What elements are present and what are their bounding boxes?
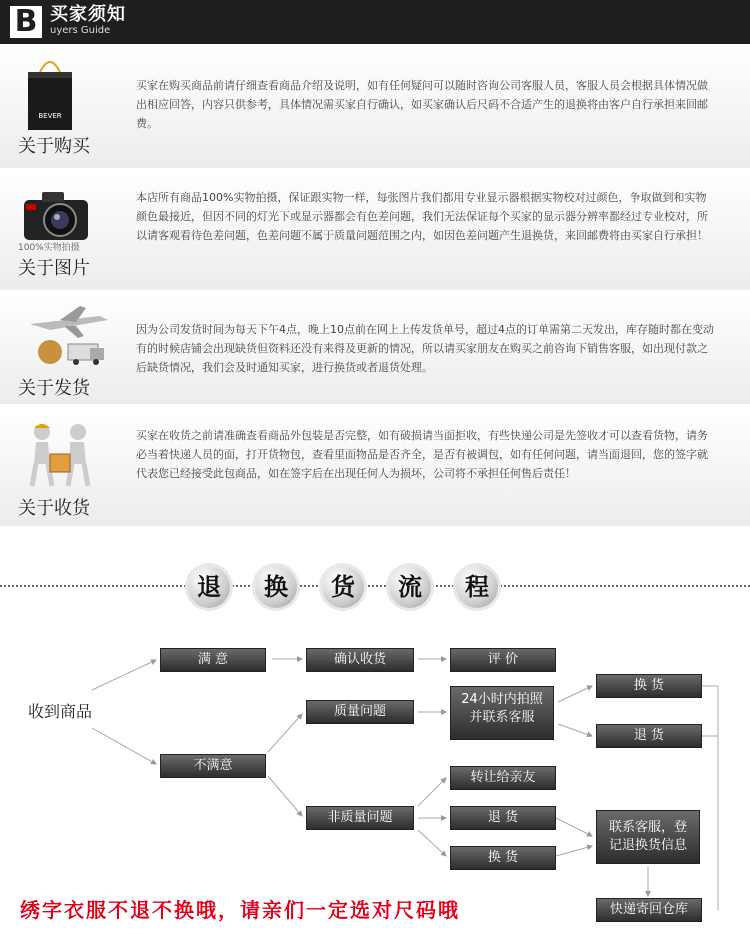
photo-badge: 100%实物拍摄 (18, 243, 80, 253)
node-photo-contact (450, 686, 554, 740)
node-contact-service (596, 810, 700, 864)
section-label-photos: 关于图片 (18, 258, 90, 279)
page-title: 买家须知 (50, 4, 126, 25)
process-step-2: 换 (255, 566, 297, 608)
node-return-2: 退 货 (450, 806, 556, 830)
node-transfer: 转让给亲友 (450, 766, 556, 790)
contact-line-1: 联系客服，登 (608, 820, 687, 835)
section-text-purchase: 买家在购买商品前请仔细查看商品介绍及说明，如有任何疑问可以随时咨询公司客服人员，客服人员会根据具体情况做出相应回答，内容只供参考，具体情况需买家自行确认，如买家确认后尺码不合适产生的退换将由客户自行承担来回邮费。 (136, 79, 708, 130)
node-exchange-2: 换 货 (450, 846, 556, 870)
section-text-receiving: 买家在收货之前请准确查看商品外包装是否完整，如有破损请当面拒收，有些快递公司是先签收才可以查看货物，请务必当着快递人员的面，打开货物包，查看里面物品是否齐全，是否有被调包，如有任何问题，请当面退回，您的签字就代表您已经接受此包商品，如在签字后在出现任何人为损坏，公司将不承担任何售后责任！ (136, 429, 708, 480)
section-text-shipping: 因为公司发货时间为每天下午4点，晚上10点前在网上上传发货单号，超过4点的订单需第二天发出，库存随时都在变动有的时候店铺会出现缺货但资料还没有来得及更新的情况，所以请买家朋友在购买之前咨询下销售客服，如出现付款之后缺货情况，我们会及时通知买家，进行换货或者退货处理。 (136, 323, 714, 374)
footer-notice: 绣字衣服不退不换哦，请亲们一定选对尺码哦 (20, 898, 460, 922)
process-step-1: 退 (188, 566, 230, 608)
process-step-3: 货 (322, 566, 364, 608)
node-exchange: 换 货 (596, 674, 702, 698)
process-step-4: 流 (389, 566, 431, 608)
node-return: 退 货 (596, 724, 702, 748)
photo-contact-line-1: 24小时内拍照 (461, 692, 543, 707)
node-unsatisfied: 不满意 (160, 754, 266, 778)
section-label-purchase: 关于购买 (18, 136, 90, 157)
received-goods-label: 收到商品 (28, 702, 93, 721)
page-subtitle: uyers Guide (50, 25, 111, 36)
bag-brand: BEVER (38, 112, 62, 120)
section-label-receiving: 关于收货 (18, 498, 90, 519)
photo-contact-line-2: 并联系客服 (469, 710, 535, 725)
logo-b: B (10, 6, 42, 38)
node-non-quality-issue: 非质量问题 (306, 806, 414, 830)
contact-line-2: 记退换货信息 (608, 838, 687, 853)
node-quality-issue: 质量问题 (306, 700, 414, 724)
node-courier-return: 快递寄回仓库 (596, 898, 702, 922)
section-label-shipping: 关于发货 (18, 378, 90, 399)
section-text-photos: 本店所有商品100%实物拍摄，保证跟实物一样，每张图片我们都用专业显示器根据实物校对过颜色，争取做到和实物颜色最接近，但因不同的灯光下或显示器都会有色差问题，我们无法保证每个买家的显示器分辨率都经过专业校对，所以请客观看待色差问题，色差问题不属于质量问题范围之内，如因色差问题产生退换货，来回邮费将由买家自行承担！ (136, 191, 708, 242)
process-step-5: 程 (456, 566, 498, 608)
node-review: 评 价 (450, 648, 556, 672)
node-confirm-receipt: 确认收货 (306, 648, 414, 672)
node-satisfied: 满 意 (160, 648, 266, 672)
